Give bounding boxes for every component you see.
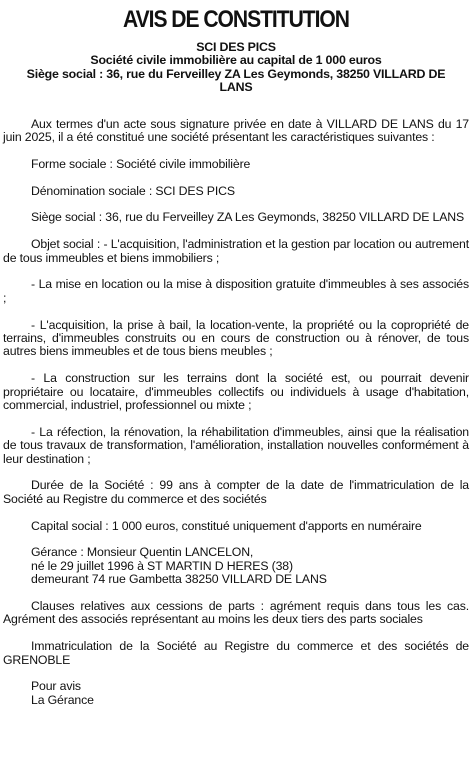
paragraph-objet-4: - La construction sur les terrains dont la société est, ou pourrait devenir propriétaire ou locataire, d'immeubles collectifs ou individuels à usage d'habitation, commercial, industriel, professionnel ou mixte ; (3, 371, 469, 413)
company-siege-line-2: LANS (219, 80, 253, 95)
paragraph-forme: Forme sociale : Société civile immobilière (31, 156, 251, 171)
gerance-line-3: demeurant 74 rue Gambetta 38250 VILLARD DE LANS (31, 572, 327, 587)
notice-title: AVIS DE CONSTITUTION (123, 6, 349, 33)
paragraph-gerance (3, 546, 469, 586)
closing-line-1: Pour avis (31, 679, 81, 694)
gerance-line-1: Gérance : Monsieur Quentin LANCELON, (31, 545, 254, 560)
paragraph-duree: Durée de la Société : 99 ans à compter de la date de l'immatriculation de la Société au Registre du commerce et des sociétés (3, 478, 469, 506)
closing-line-2: La Gérance (31, 692, 94, 707)
paragraph-objet-5: - La réfection, la rénovation, la réhabilitation d'immeubles, ainsi que la réalisation de tous travaux de transformation, l'amélioration, installation nouvelles conformément à leur destination ; (3, 424, 469, 466)
company-siege-line-1: Siège social : 36, rue du Ferveilley ZA Les Geymonds, 38250 VILLARD DE (26, 66, 446, 81)
paragraph-objet-3: - L'acquisition, la prise à bail, la location-vente, la propriété ou la copropriété de terrains, d'immeubles construits ou en cours de construction ou à rénover, de tous autres biens immeubles et de tous biens meubles ; (3, 317, 469, 359)
paragraph-siege: Siège social : 36, rue du Ferveilley ZA Les Geymonds, 38250 VILLARD DE LANS (31, 210, 465, 225)
paragraph-clauses: Clauses relatives aux cessions de parts : agrément requis dans tous les cas. Agrément des associés représentant au moins les deux tiers des parts sociales (3, 599, 469, 627)
paragraph-closing (3, 680, 469, 707)
company-header (3, 41, 469, 95)
notice-body (3, 118, 469, 708)
paragraph-capital: Capital social : 1 000 euros, constitué uniquement d'apports en numéraire (31, 518, 422, 533)
gerance-line-2: né le 29 juillet 1996 à ST MARTIN D HERES (38) (31, 558, 293, 573)
paragraph-objet-1: Objet social : - L'acquisition, l'administration et la gestion par location ou autrement de tous immeubles et biens immobiliers ; (3, 237, 469, 265)
paragraph-objet-2: - La mise en location ou la mise à disposition gratuite d'immeubles à ses associés ; (3, 277, 469, 305)
paragraph-immatriculation: Immatriculation de la Société au Registre du commerce et des sociétés de GRENOBLE (3, 639, 469, 667)
company-capital: Société civile immobilière au capital de 1 000 euros (90, 53, 382, 68)
paragraph-intro: Aux termes d'un acte sous signature privée en date à VILLARD DE LANS du 17 juin 2025, il a été constitué une société présentant les caractéristiques suivantes : (3, 116, 469, 145)
paragraph-denomination: Dénomination sociale : SCI DES PICS (31, 183, 235, 198)
company-name: SCI DES PICS (196, 40, 276, 54)
